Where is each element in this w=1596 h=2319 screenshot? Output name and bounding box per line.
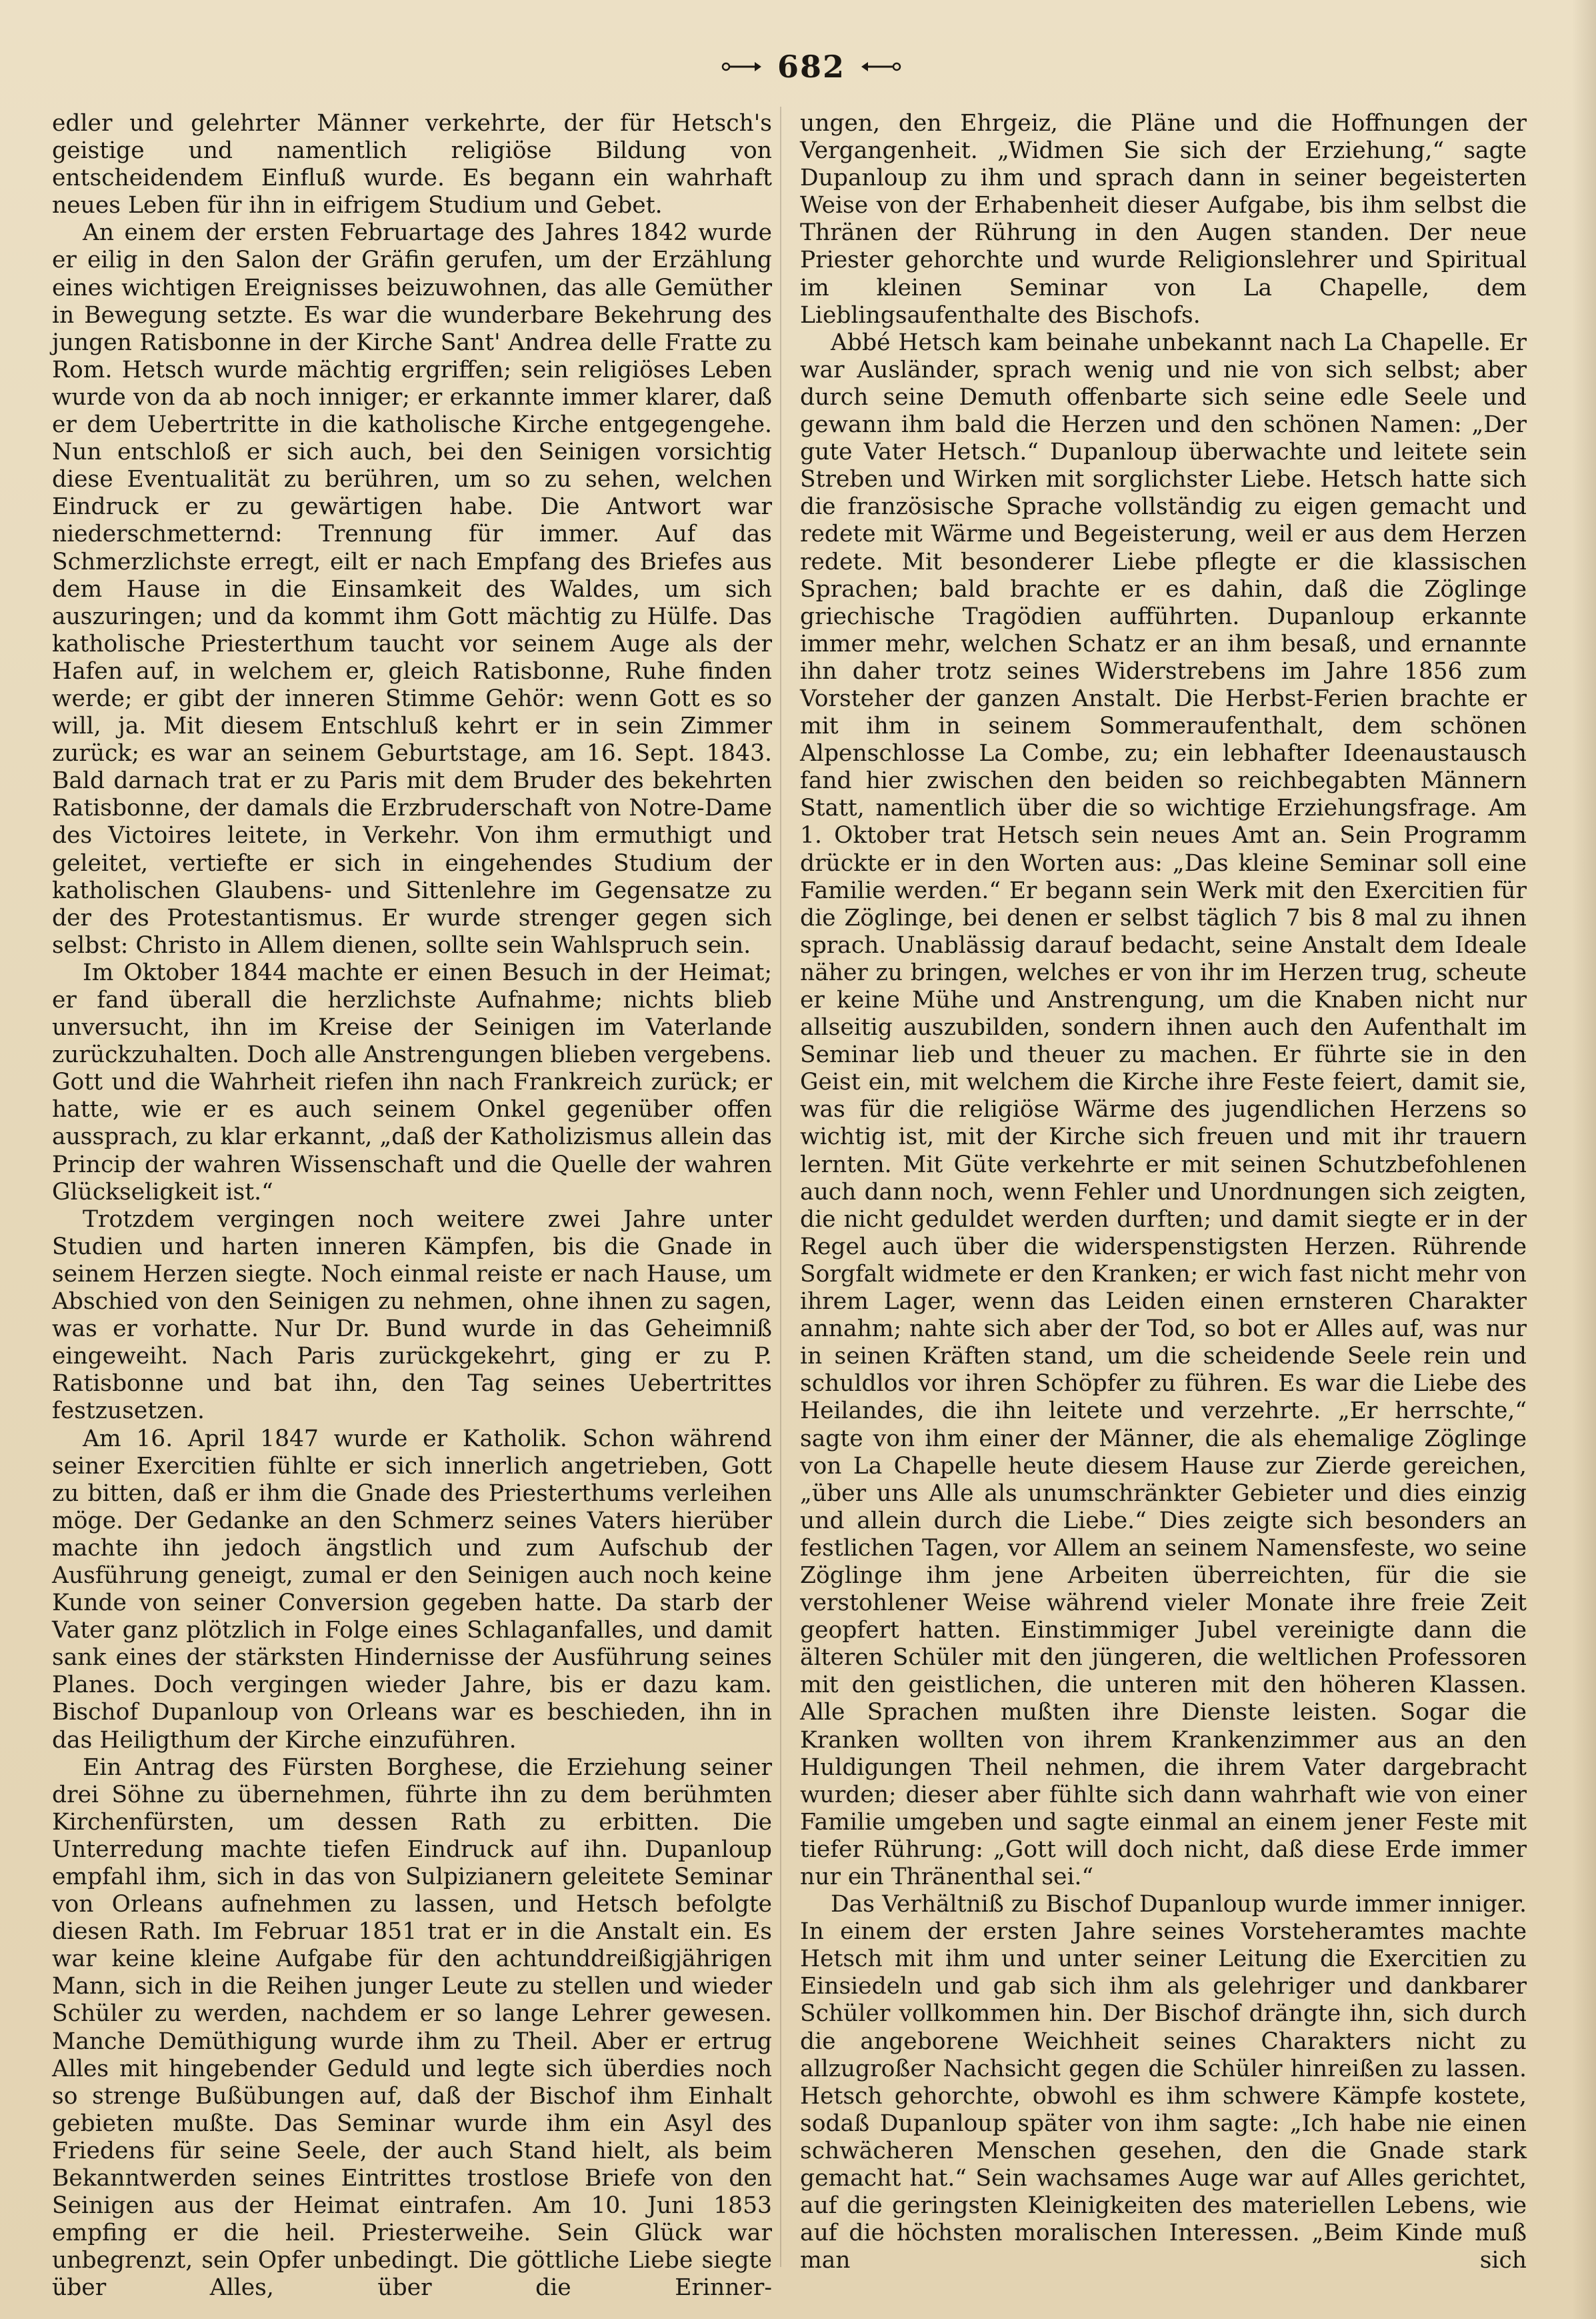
page-edge-shadow [1572, 0, 1596, 2319]
paragraph: ungen, den Ehrgeiz, die Pläne und die Hoffnungen der Vergangenheit. „Widmen Sie sich der Erziehung,“ sagte Dupanloup zu ihm und sprach dann in seiner begeisterten Weise von der Erhabenheit dieser Aufgabe, bis ihm selbst die Thränen der Rührung in den Augen standen. Der neue Priester gehorchte und wurde Religionslehrer und Spiritual im kleinen Seminar von La Chapelle, dem Lieblingsaufenthalte des Bischofs. [800, 110, 1527, 329]
right-ornament-icon [860, 59, 901, 74]
paragraph: Trotzdem vergingen noch weitere zwei Jahre unter Studien und harten inneren Kämpfen, bis die Gnade in seinem Herzen siegte. Noch einmal reiste er nach Hause, um Abschied von den Seinigen zu nehmen, ohne ihnen zu sagen, was er vorhatte. Nur Dr. Bund wurde in das Geheimniß eingeweiht. Nach Paris zurückgekehrt, ging er zu P. Ratisbonne und bat ihn, den Tag seines Uebertrittes festzusetzen. [52, 1206, 772, 1425]
column-divider [780, 107, 781, 2267]
page-number: 682 [777, 49, 846, 85]
paragraph: Abbé Hetsch kam beinahe unbekannt nach La Chapelle. Er war Ausländer, sprach wenig und nie von sich selbst; aber durch seine Demuth offenbarte sich seine edle Seele und gewann ihm bald die Herzen und den schönen Namen: „Der gute Vater Hetsch.“ Dupanloup überwachte und leitete sein Streben und Wirken mit sorglichster Liebe. Hetsch hatte sich die französische Sprache vollständig zu eigen gemacht und redete mit Wärme und Begeisterung, weil er aus dem Herzen redete. Mit besonderer Liebe pflegte er die klassischen Sprachen; bald brachte er es dahin, daß die Zöglinge griechische Tragödien aufführten. Dupanloup erkannte immer mehr, welchen Schatz er an ihm besaß, und ernannte ihn daher trotz seines Widerstrebens im Jahre 1856 zum Vorsteher der ganzen Anstalt. Die Herbst-Ferien brachte er mit ihm in seinem Sommeraufenthalt, dem schönen Alpenschlosse La Combe, zu; ein lebhafter Ideenaustausch fand hier zwischen den beiden so reichbegabten Männern Statt, namentlich über die so wichtige Erziehungsfrage. Am 1. Oktober trat Hetsch sein neues Amt an. Sein Programm drückte er in den Worten aus: „Das kleine Seminar soll eine Familie werden.“ Er begann sein Werk mit den Exercitien für die Zöglinge, bei denen er selbst täglich 7 bis 8 mal zu ihnen sprach. Unablässig darauf bedacht, seine Anstalt dem Ideale näher zu bringen, welches er von ihr im Herzen trug, scheute er keine Mühe und Anstrengung, um die Knaben nicht nur allseitig auszubilden, sondern ihnen auch den Aufenthalt im Seminar lieb und theuer zu machen. Er führte sie in den Geist ein, mit welchem die Kirche ihre Feste feiert, damit sie, was für die religiöse Wärme des jugendlichen Herzens so wichtig ist, mit der Kirche sich freuen und mit ihr trauern lernten. Mit Güte verkehrte er mit seinen Schutzbefohlenen auch dann noch, wenn Fehler und Unordnungen sich zeigten, die nicht geduldet werden durften; und damit siegte er in der Regel auch über die widerspenstigsten Herzen. Rührende Sorgfalt widmete er den Kranken; er wich fast nicht mehr von ihrem Lager, wenn das Leiden einen ernsteren Charakter annahm; nahte sich aber der Tod, so bot er Alles auf, was nur in seinen Kräften stand, um die scheidende Seele rein und schuldlos vor ihren Schöpfer zu führen. Es war die Liebe des Heilandes, die ihn leitete und verzehrte. „Er herrschte,“ sagte von ihm einer der Männer, die als ehemalige Zöglinge von La Chapelle heute diesem Hause zur Zierde gereichen, „über uns Alle als unumschränkter Gebieter und dies einzig und allein durch die Liebe.“ Dies zeigte sich besonders an festlichen Tagen, vor Allem an seinem Namensfeste, wo seine Zöglinge ihm jene Arbeiten überreichten, für die sie verstohlener Weise während vieler Monate ihre freie Zeit geopfert hatten. Einstimmiger Jubel vereinigte dann die älteren Schüler mit den jüngeren, die weltlichen Professoren mit den geistlichen, die unteren mit den höheren Klassen. Alle Sprachen mußten ihre Dienste leisten. Sogar die Kranken wollten von ihrem Krankenzimmer aus an den Huldigungen Theil nehmen, die ihrem Vater dargebracht wurden; dieser aber fühlte sich dann wahrhaft wie von einer Familie umgeben und sagte einmal an einem jener Feste mit tiefer Rührung: „Gott will doch nicht, daß diese Erde immer nur ein Thränenthal sei.“ [800, 329, 1527, 1890]
paragraph: Am 16. April 1847 wurde er Katholik. Schon während seiner Exercitien fühlte er sich innerlich angetrieben, Gott zu bitten, daß er ihm die Gnade des Priesterthums verleihen möge. Der Gedanke an den Schmerz seines Vaters hierüber machte ihn jedoch ängstlich und zum Aufschub der Ausführung geneigt, zumal er den Seinigen auch noch keine Kunde von seiner Conversion gegeben hatte. Da starb der Vater ganz plötzlich in Folge eines Schlaganfalles, und damit sank eines der stärksten Hindernisse der Ausführung seines Planes. Doch vergingen wieder Jahre, bis er dazu kam. Bischof Dupanloup von Orleans war es beschieden, ihn in das Heiligthum der Kirche einzuführen. [52, 1425, 772, 1754]
paragraph: An einem der ersten Februartage des Jahres 1842 wurde er eilig in den Salon der Gräfin gerufen, um der Erzählung eines wichtigen Ereignisses beizuwohnen, das alle Gemüther in Bewegung setzte. Es war die wunderbare Bekehrung des jungen Ratisbonne in der Kirche Sant' Andrea delle Fratte zu Rom. Hetsch wurde mächtig ergriffen; sein religiöses Leben wurde von da ab noch inniger; er erkannte immer klarer, daß er dem Uebertritte in die katholische Kirche entgegengehe. Nun entschloß er sich auch, bei den Seinigen vorsichtig diese Eventualität zu berühren, um so zu sehen, welchen Eindruck er zu gewärtigen habe. Die Antwort war niederschmetternd: Trennung für immer. Auf das Schmerzlichste erregt, eilt er nach Empfang des Briefes aus dem Hause in die Einsamkeit des Waldes, um sich auszuringen; und da kommt ihm Gott mächtig zu Hülfe. Das katholische Priesterthum taucht vor seinem Auge als der Hafen auf, in welchem er, gleich Ratisbonne, Ruhe finden werde; er gibt der inneren Stimme Gehör: wenn Gott es so will, ja. Mit diesem Entschluß kehrt er in sein Zimmer zurück; es war an seinem Geburtstage, am 16. Sept. 1843. Bald darnach trat er zu Paris mit dem Bruder des bekehrten Ratisbonne, der damals die Erzbruderschaft von Notre-Dame des Victoires leitete, in Verkehr. Von ihm ermuthigt und geleitet, vertiefte er sich in eingehendes Studium der katholischen Glaubens- und Sittenlehre im Gegensatze zu der des Protestantismus. Er wurde strenger gegen sich selbst: Christo in Allem dienen, sollte sein Wahlspruch sein. [52, 219, 772, 959]
page-header [0, 37, 1596, 97]
paragraph: Das Verhältniß zu Bischof Dupanloup wurde immer inniger. In einem der ersten Jahre seines Vorsteheramtes machte Hetsch mit ihm und unter seiner Leitung die Exercitien zu Einsiedeln und gab sich ihm als gelehriger und dankbarer Schüler vollkommen hin. Der Bischof drängte ihn, sich durch die angeborene Weichheit seines Charakters nicht zu allzugroßer Nachsicht gegen die Schüler hinreißen zu lassen. Hetsch gehorchte, obwohl es ihm schwere Kämpfe kostete, sodaß Dupanloup später von ihm sagte: „Ich habe nie einen schwächeren Menschen gesehen, den die Gnade stark gemacht hat.“ Sein wachsames Auge war auf Alles gerichtet, auf die geringsten Kleinigkeiten des materiellen Lebens, wie auf die höchsten moralischen Interessen. „Beim Kinde muß man sich [800, 1891, 1527, 2274]
paragraph: edler und gelehrter Männer verkehrte, der für Hetsch's geistige und namentlich religiöse Bildung von entscheidendem Einfluß wurde. Es begann ein wahrhaft neues Leben für ihn in eifrigem Studium und Gebet. [52, 110, 772, 219]
paragraph: Im Oktober 1844 machte er einen Besuch in der Heimat; er fand überall die herzlichste Aufnahme; nichts blieb unversucht, ihn im Kreise der Seinigen im Vaterlande zurückzuhalten. Doch alle Anstrengungen blieben vergebens. Gott und die Wahrheit riefen ihn nach Frankreich zurück; er hatte, wie er es auch seinem Onkel gegenüber offen aussprach, zu klar erkannt, „daß der Katholizismus allein das Princip der wahren Wissenschaft und die Quelle der wahren Glückseligkeit ist.“ [52, 959, 772, 1206]
left-ornament-icon [721, 59, 763, 74]
left-column [52, 110, 772, 2302]
paragraph: Ein Antrag des Fürsten Borghese, die Erziehung seiner drei Söhne zu übernehmen, führte ihn zu dem berühmten Kirchenfürsten, um dessen Rath zu erbitten. Die Unterredung machte tiefen Eindruck auf ihn. Dupanloup empfahl ihm, sich in das von Sulpizianern geleitete Seminar von Orleans aufnehmen zu lassen, und Hetsch befolgte diesen Rath. Im Februar 1851 trat er in die Anstalt ein. Es war keine kleine Aufgabe für den achtunddreißigjährigen Mann, sich in die Reihen junger Leute zu stellen und wieder Schüler zu werden, nachdem er so lange Lehrer gewesen. Manche Demüthigung wurde ihm zu Theil. Aber er ertrug Alles mit hingebender Geduld und legte sich überdies noch so strenge Bußübungen auf, daß der Bischof ihm Einhalt gebieten mußte. Das Seminar wurde ihm ein Asyl des Friedens für seine Seele, der auch Stand hielt, als beim Bekanntwerden seines Eintrittes trostlose Briefe von den Seinigen aus der Heimat eintrafen. Am 10. Juni 1853 empfing er die heil. Priesterweihe. Sein Glück war unbegrenzt, sein Opfer unbedingt. Die göttliche Liebe siegte über Alles, über die Erinner- [52, 1754, 772, 2302]
right-column [800, 110, 1527, 2274]
